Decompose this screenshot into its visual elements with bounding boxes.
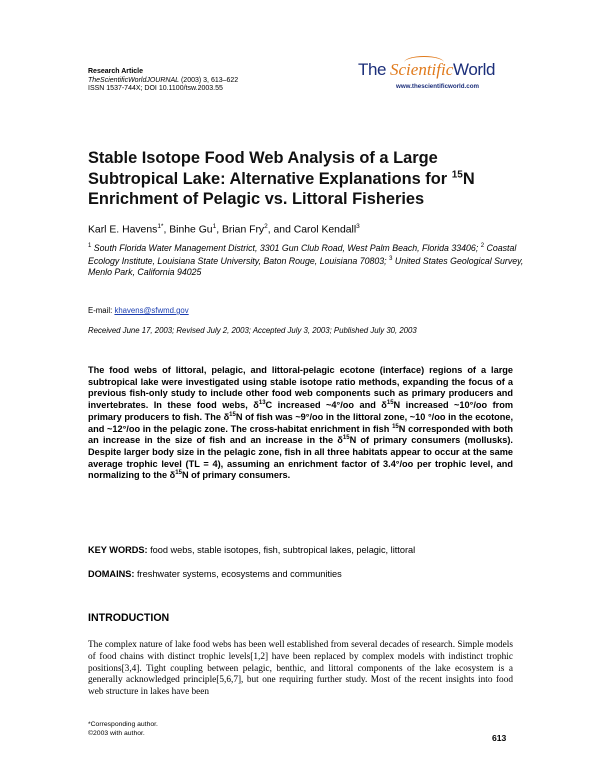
author-3: , Brian Fry	[216, 224, 265, 236]
title-superscript: 15	[451, 169, 463, 181]
affiliations	[88, 241, 528, 278]
affil-mark-2: 2	[480, 243, 485, 249]
journal-citation	[88, 77, 238, 86]
abstract-sup-4: 15	[392, 423, 399, 430]
page-number: 613	[492, 733, 507, 743]
title-line-1: Stable Isotope Food Web Analysis of a Large	[88, 149, 438, 167]
title-line-3: Enrichment of Pelagic vs. Littoral Fisheries	[88, 190, 425, 208]
logo-scientific: Scientific	[390, 60, 454, 79]
abstract-text-1: The food webs of littoral, pelagic, and littoral-pelagic ecotone (interface) regions of a large subtropical lake were investigated using stable isotope ratio methods, expanding the focus of a previous fish-only study to include other food web components such as primary producers and invertebrates. In these food webs, δ	[88, 365, 513, 411]
affiliation-3: United States Geological Survey, Menlo Park, California 94025	[88, 256, 524, 278]
keywords-value: food webs, stable isotopes, fish, subtropical lakes, pelagic, littoral	[147, 545, 416, 555]
author-1-mark: 1*	[157, 223, 164, 230]
abstract-sup-2: 15	[386, 400, 394, 407]
logo-the: The	[358, 60, 387, 79]
journal-name: TheScientificWorldJOURNAL	[88, 76, 180, 84]
logo-world: World	[453, 60, 496, 79]
corresponding-note: *Corresponding author.	[88, 721, 158, 728]
affiliation-1: South Florida Water Management District, 3301 Gun Club Road, West Palm Beach, Florida 33406;	[91, 242, 481, 253]
abstract-text-3: N increased ~10°/oo from primary producers to fish. The δ	[88, 400, 513, 422]
abstract-sup-1: 13	[258, 400, 266, 407]
abstract-text-5: N corresponded with both an increase in the size of fish and an increase in the δ	[88, 423, 513, 446]
title-line-2-text: Subtropical Lake: Alternative Explanations for	[88, 169, 452, 188]
author-2: , Binhe Gu	[163, 224, 213, 236]
keywords	[88, 545, 415, 555]
introduction-paragraph: The complex nature of lake food webs has been well established from several decades of research. Simple models of food chains with distinct trophic levels[1,2] have been replaced by complex models with indistinct trophic positions[3,4]. Tight coupling between pelagic, benthic, and littoral components of the lake ecosystem is a generally acknowledged principle[5,6,7], but one requiring further study. Most of the recent insights into food web structure in lakes have been	[88, 640, 513, 698]
email-line	[88, 306, 189, 315]
abstract-text-7: N of primary consumers.	[181, 470, 291, 481]
author-1: Karl E. Havens	[88, 224, 158, 236]
affiliation-2: Coastal Ecology Institute, Louisiana State University, Baton Rouge, Louisiana 70803;	[88, 242, 517, 267]
copyright-note: ©2003 with author.	[88, 729, 145, 737]
abstract-text-6: N of primary consumers (mollusks). Despite larger body size in the pelagic zone, fish in all three habitats appear to occur at the same average trophic level (TL = 4), assuming an enrichment factor of 3.4°/oo per trophic level, and normalizing to the δ	[88, 435, 513, 481]
author-4-mark: 3	[356, 223, 360, 230]
abstract-sup-6: 15	[175, 470, 182, 477]
email-label: E-mail:	[88, 306, 115, 315]
domains-label: DOMAINS:	[88, 569, 135, 579]
domains	[88, 569, 342, 579]
issn-doi: ISSN 1537-744X; DOI 10.1100/tsw.2003.55	[88, 85, 223, 93]
affil-mark-1: 1	[88, 243, 92, 249]
author-3-mark: 2	[264, 223, 268, 230]
abstract-sup-3: 15	[229, 411, 236, 418]
keywords-label: KEY WORDS:	[88, 545, 148, 555]
section-heading-introduction: INTRODUCTION	[88, 612, 170, 624]
title-line-2	[88, 169, 528, 190]
publication-dates: Received June 17, 2003; Revised July 2, 2003; Accepted July 3, 2003; Published July 30, 2003	[88, 326, 417, 335]
author-2-mark: 1	[212, 223, 217, 230]
journal-logo	[358, 58, 518, 96]
abstract-sup-5: 15	[342, 435, 350, 442]
email-link[interactable]: khavens@sfwmd.gov	[114, 306, 189, 315]
author-list	[88, 223, 360, 235]
abstract-text-4: N of fish was ~9°/oo in the littoral zone, ~10 °/oo in the ecotone, and ~12°/oo in the pelagic zone. The cross-habitat enrichment in fish	[88, 411, 514, 434]
article-meta	[88, 68, 238, 94]
author-4: , and Carol Kendall	[267, 224, 357, 236]
citation-volume: (2003) 3, 613–622	[179, 76, 239, 84]
abstract-text-2: C increased ~4°/oo and δ	[265, 400, 387, 411]
paper-title	[88, 148, 528, 210]
abstract	[88, 365, 513, 482]
affil-mark-3: 3	[389, 256, 393, 263]
article-type-label: Research Article	[88, 68, 143, 75]
title-line-2-end: N	[462, 169, 475, 188]
footnotes	[88, 721, 158, 738]
logo-url: www.thescientificworld.com	[396, 83, 479, 90]
domains-value: freshwater systems, ecosystems and communities	[134, 569, 342, 579]
